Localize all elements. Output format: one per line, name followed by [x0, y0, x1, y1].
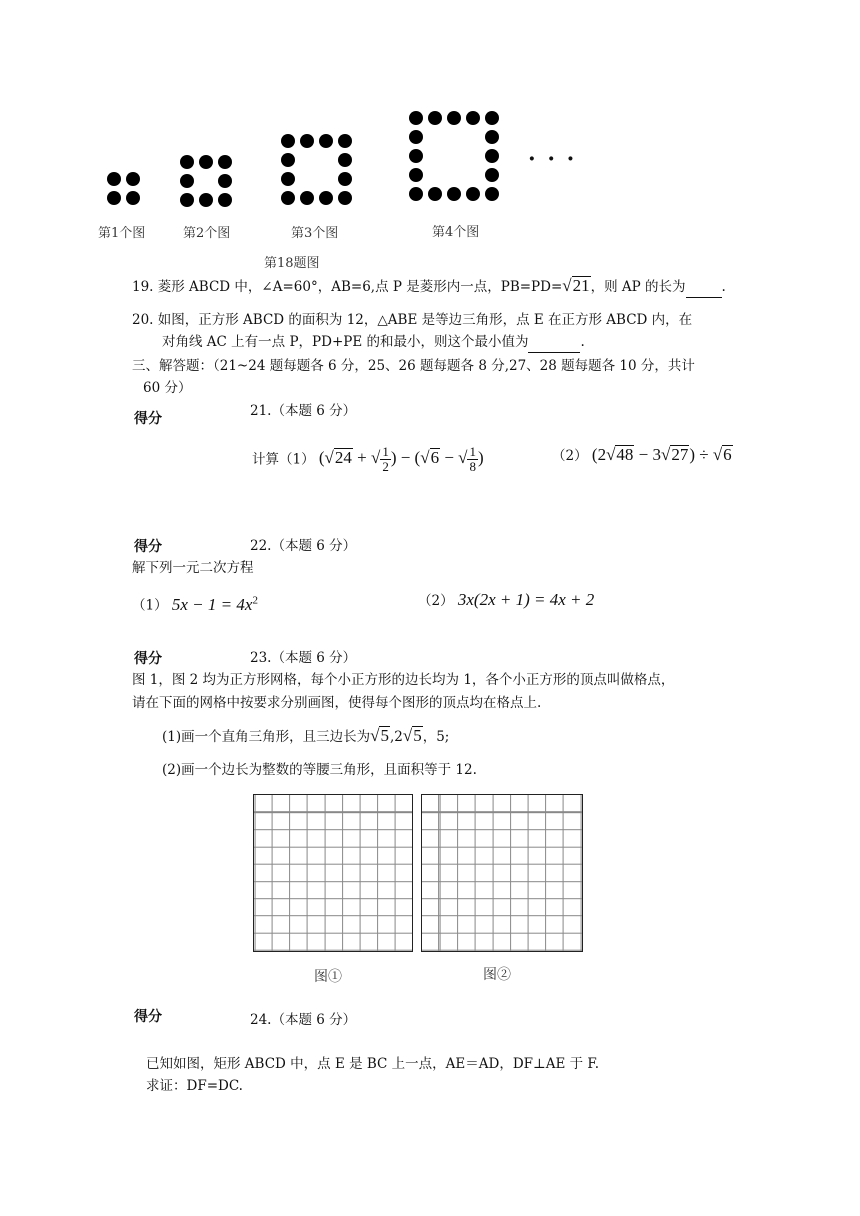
dot	[485, 168, 499, 182]
dot	[428, 111, 442, 125]
q19-text-after: ，则 AP 的长为	[590, 279, 686, 295]
dot	[180, 193, 194, 207]
q23-header: 23.（本题 6 分）	[250, 650, 357, 666]
q24-header: 24.（本题 6 分）	[250, 1012, 357, 1028]
dot	[107, 191, 121, 205]
dot	[485, 149, 499, 163]
dot	[319, 134, 333, 148]
dot	[107, 172, 121, 186]
q24-line2: 求证：DF=DC.	[146, 1078, 243, 1094]
dot	[447, 111, 461, 125]
dot	[485, 130, 499, 144]
caption-fig-3: 第3个图	[291, 226, 339, 241]
q22-header: 22.（本题 6 分）	[250, 538, 357, 554]
q23-line1: 图 1，图 2 均为正方形网格，每个小正方形的边长均为 1，各个小正方形的顶点叫做格点，	[132, 672, 675, 688]
grid-caption-1: 图①	[314, 969, 342, 985]
q21-part2: （2） (2√48 − 3√27) ÷ √6	[552, 445, 732, 464]
score-label: 得分	[134, 539, 162, 555]
q21-expr2: (2√48 − 3√27) ÷ √6	[591, 445, 732, 464]
section-3-line1: 三、解答题：（21~24 题每题各 6 分，25、26 题每题各 8 分,27、28 题每题各 10 分，共计	[132, 358, 695, 374]
section-3-line2: 60 分）	[143, 380, 192, 396]
dot	[409, 168, 423, 182]
dot	[447, 187, 461, 201]
score-label: 得分	[134, 651, 162, 667]
question-20-line1: 20. 如图，正方形 ABCD 的面积为 12，△ABE 是等边三角形，点 E 在正方形 ABCD 内，在	[132, 312, 693, 328]
q23-task1: (1)画一个直角三角形，且三边长为√5,2√5，5;	[162, 726, 450, 745]
dot	[409, 111, 423, 125]
caption-fig-1: 第1个图	[98, 226, 146, 241]
q19-radical: √21	[562, 276, 590, 295]
q19-text: 19. 菱形 ABCD 中，∠A=60°，AB=6,点 P 是菱形内一点，PB=PD=	[132, 279, 563, 295]
dot	[281, 134, 295, 148]
answer-blank[interactable]	[528, 332, 580, 353]
grid-caption-2: 图②	[483, 967, 511, 983]
ellipsis: · · ·	[528, 146, 577, 172]
dot	[319, 191, 333, 205]
dot	[281, 191, 295, 205]
dot	[281, 153, 295, 167]
dot	[180, 155, 194, 169]
q24-line1: 已知如图，矩形 ABCD 中，点 E 是 BC 上一点，AE＝AD，DF⊥AE 于 F.	[146, 1056, 599, 1072]
dot	[300, 191, 314, 205]
dot	[126, 172, 140, 186]
caption-fig-4: 第4个图	[432, 225, 480, 240]
dot	[126, 191, 140, 205]
dot	[466, 111, 480, 125]
dot	[180, 174, 194, 188]
dot	[199, 155, 213, 169]
dot	[466, 187, 480, 201]
dot	[409, 149, 423, 163]
q22-eq1: $5x - 1 = 4x^2$	[171, 594, 258, 614]
q23-line2: 请在下面的网格中按要求分别画图，使得每个图形的顶点均在格点上.	[132, 695, 542, 711]
score-label: 得分	[134, 411, 162, 427]
dot	[338, 134, 352, 148]
dot	[338, 191, 352, 205]
dot	[409, 187, 423, 201]
question-19: 19. 菱形 ABCD 中，∠A=60°，AB=6,点 P 是菱形内一点，PB=PD=√21，则 AP 的长为 .	[132, 276, 726, 298]
grid-figure-1[interactable]	[253, 794, 413, 952]
q22-part2: （2） 3x(2x + 1) = 4x + 2	[418, 590, 595, 609]
q23-task2: (2)画一个边长为整数的等腰三角形，且面积等于 12.	[162, 762, 477, 778]
q22-part1: （1） $5x - 1 = 4x^2$	[132, 594, 258, 614]
dot	[300, 134, 314, 148]
q21-part1: 计算（1） (√24 + √ $\frac{1}{2}$ ) − (√6 − √ $\frac{1}{8}$ )	[252, 444, 484, 474]
dot	[218, 155, 232, 169]
question-20-line2: 对角线 AC 上有一点 P，PD+PE 的和最小，则这个最小值为 .	[162, 332, 585, 353]
q22-eq2: 3x(2x + 1) = 4x + 2	[457, 590, 595, 609]
q22-intro: 解下列一元二次方程	[132, 560, 254, 576]
dot	[218, 174, 232, 188]
dot	[199, 193, 213, 207]
dot	[409, 130, 423, 144]
answer-blank[interactable]	[686, 277, 722, 298]
dot	[485, 187, 499, 201]
q21-expr1: (√24 + √ $\frac{1}{2}$ ) − (√6 − √ $\frac{1}{8}$ )	[318, 444, 484, 474]
dot	[218, 193, 232, 207]
caption-fig-2: 第2个图	[183, 226, 231, 241]
dot	[338, 153, 352, 167]
q21-header: 21.（本题 6 分）	[250, 403, 357, 419]
score-label: 得分	[134, 1009, 162, 1025]
dot	[485, 111, 499, 125]
dot	[338, 172, 352, 186]
dot	[281, 172, 295, 186]
dot	[428, 187, 442, 201]
figure-18-title: 第18题图	[264, 256, 320, 271]
grid-figure-2[interactable]	[421, 794, 583, 952]
